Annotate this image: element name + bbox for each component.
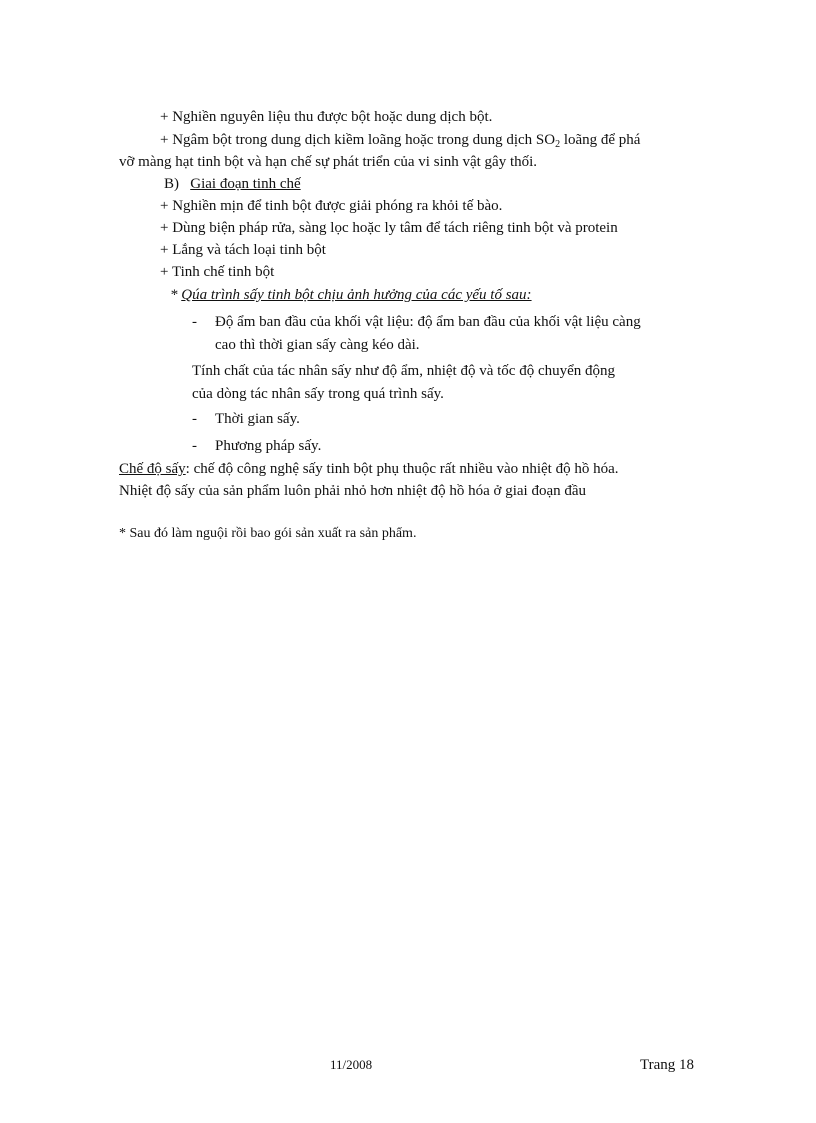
section-b-title: Giai đoạn tinh chế	[190, 176, 301, 192]
refine-item: + Lắng và tách loại tinh bột	[160, 242, 326, 258]
drying-heading	[170, 285, 532, 305]
refine-item: + Dùng biện pháp rửa, sàng lọc hoặc ly tâm để tách riêng tinh bột và protein	[160, 220, 618, 236]
drying-heading-text: Qúa trình sấy tinh bột chịu ảnh hưởng của các yếu tố sau:	[181, 287, 532, 303]
factor-moisture: Độ ẩm ban đầu của khối vật liệu: độ ẩm ban đầu của khối vật liệu càng	[215, 314, 641, 330]
dash-marker: -	[192, 314, 197, 330]
step-soak-text: + Ngâm bột trong dung dịch kiềm loãng hoặc trong dung dịch SO	[160, 132, 556, 148]
step-soak	[160, 130, 640, 150]
step-soak-tail: loãng để phá	[560, 132, 641, 148]
dash-marker: -	[192, 411, 197, 427]
factor-agent: Tính chất của tác nhân sấy như độ ẩm, nhiệt độ và tốc độ chuyển động	[192, 363, 616, 379]
section-b-heading	[164, 174, 301, 194]
footer-page-number: Trang 18	[640, 1057, 695, 1073]
step-grind: + Nghiền nguyên liệu thu được bột hoặc dung dịch bột.	[160, 109, 493, 125]
so2-subscript: 2	[555, 139, 561, 150]
drying-star: *	[170, 287, 178, 303]
factor-moisture-continued: cao thì thời gian sấy càng kéo dài.	[215, 337, 420, 353]
footer-date: 11/2008	[330, 1057, 373, 1072]
section-b-marker: B)	[164, 176, 179, 192]
drying-mode-label: Chế độ sấy	[119, 461, 186, 477]
dash-marker: -	[192, 438, 197, 454]
factor-method: Phương pháp sấy.	[215, 438, 322, 454]
drying-mode-continued: Nhiệt độ sấy của sản phẩm luôn phải nhỏ hơn nhiệt độ hồ hóa ở giai đoạn đầu	[119, 483, 587, 499]
refine-item: + Tinh chế tinh bột	[160, 264, 275, 280]
step-soak-continued: vỡ màng hạt tinh bột và hạn chế sự phát triển của vi sinh vật gây thối.	[119, 154, 538, 170]
factor-agent-continued: của dòng tác nhân sấy trong quá trình sấy.	[192, 386, 444, 402]
drying-mode-paragraph	[119, 459, 619, 479]
factor-time: Thời gian sấy.	[215, 411, 300, 427]
refine-item: + Nghiền mịn để tinh bột được giải phóng ra khỏi tế bào.	[160, 198, 503, 214]
final-note: * Sau đó làm nguội rồi bao gói sản xuất ra sản phẩm.	[119, 526, 417, 541]
drying-mode-text: : chế độ công nghệ sấy tinh bột phụ thuộc rất nhiều vào nhiệt độ hồ hóa.	[185, 461, 619, 477]
